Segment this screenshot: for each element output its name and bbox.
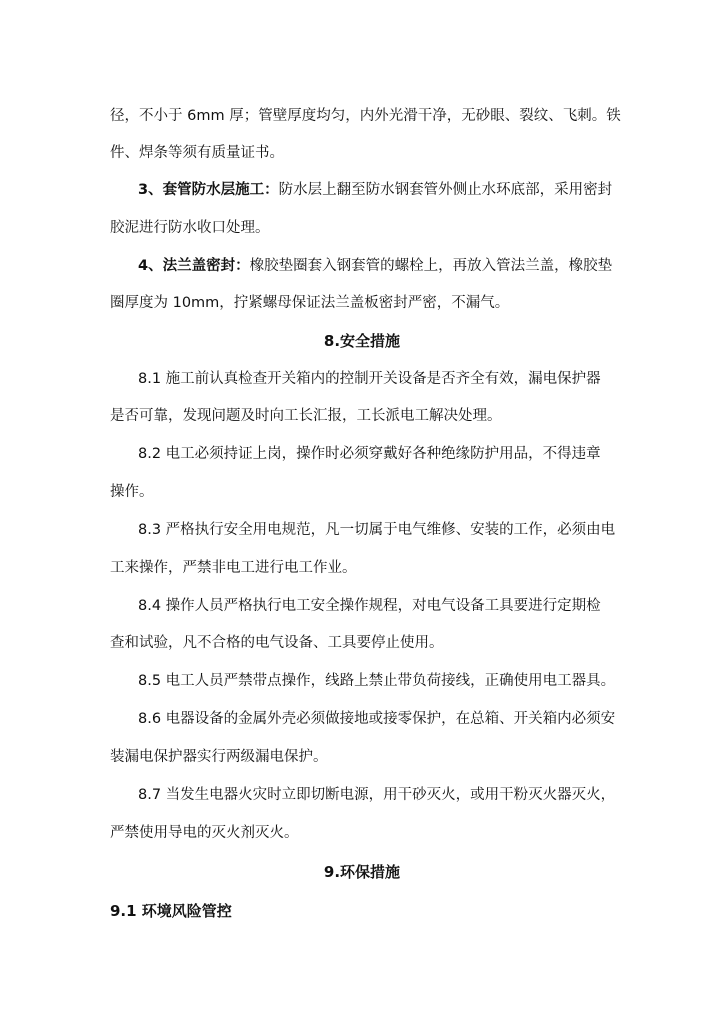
paragraph-line: 胶泥进行防水收口处理。: [110, 220, 270, 236]
item-3: [138, 180, 630, 200]
paragraph-line: 径，不小于 6mm 厚；管壁厚度均匀，内外光滑干净，无砂眼、裂纹、飞刺。铁: [110, 108, 621, 124]
paragraph-line: 8.3 严格执行安全用电规范，凡一切属于电气维修、安装的工作，必须由电: [138, 522, 616, 538]
item-3-text: 防水层上翻至防水钢套管外侧止水环底部，采用密封: [278, 182, 613, 198]
item-4-text: 橡胶垫圈套入钢套管的螺栓上，再放入管法兰盖，橡胶垫: [249, 258, 613, 274]
item-4: [138, 256, 630, 276]
paragraph-line: 装漏电保护器实行两级漏电保护。: [110, 749, 328, 765]
paragraph-line: 8.6 电器设备的金属外壳必须做接地或接零保护，在总箱、开关箱内必须安: [138, 711, 616, 727]
paragraph-line: 8.5 电工人员严禁带点操作，线路上禁止带负荷接线，正确使用电工器具。: [138, 673, 616, 689]
item-4-heading: 4、法兰盖密封：: [138, 258, 250, 274]
paragraph-line: 圈厚度为 10mm，拧紧螺母保证法兰盖板密封严密，不漏气。: [110, 295, 510, 311]
subsection-9-1-heading: 9.1 环境风险管控: [110, 902, 232, 920]
paragraph-line: 8.1 施工前认真检查开关箱内的控制开关设备是否齐全有效，漏电保护器: [138, 371, 601, 387]
section-9-title: 9.环保措施: [323, 863, 401, 881]
paragraph-line: 查和试验，凡不合格的电气设备、工具要停止使用。: [110, 635, 444, 651]
paragraph-line: 8.2 电工必须持证上岗，操作时必须穿戴好各种绝缘防护用品，不得违章: [138, 446, 601, 462]
paragraph-line: 工来操作，严禁非电工进行电工作业。: [110, 560, 357, 576]
paragraph-line: 件、焊条等须有质量证书。: [110, 145, 284, 161]
paragraph-line: 严禁使用导电的灭火剂灭火。: [110, 825, 299, 841]
paragraph-line: 8.4 操作人员严格执行电工安全操作规程，对电气设备工具要进行定期检: [138, 598, 601, 614]
section-8-title: 8.安全措施: [323, 332, 401, 350]
paragraph-line: 操作。: [110, 484, 154, 500]
item-3-heading: 3、套管防水层施工：: [138, 182, 279, 198]
paragraph-line: 是否可靠，发现问题及时向工长汇报，工长派电工解决处理。: [110, 408, 502, 424]
paragraph-line: 8.7 当发生电器火灾时立即切断电源，用干砂灭火，或用干粉灭火器灭火，: [138, 787, 616, 803]
